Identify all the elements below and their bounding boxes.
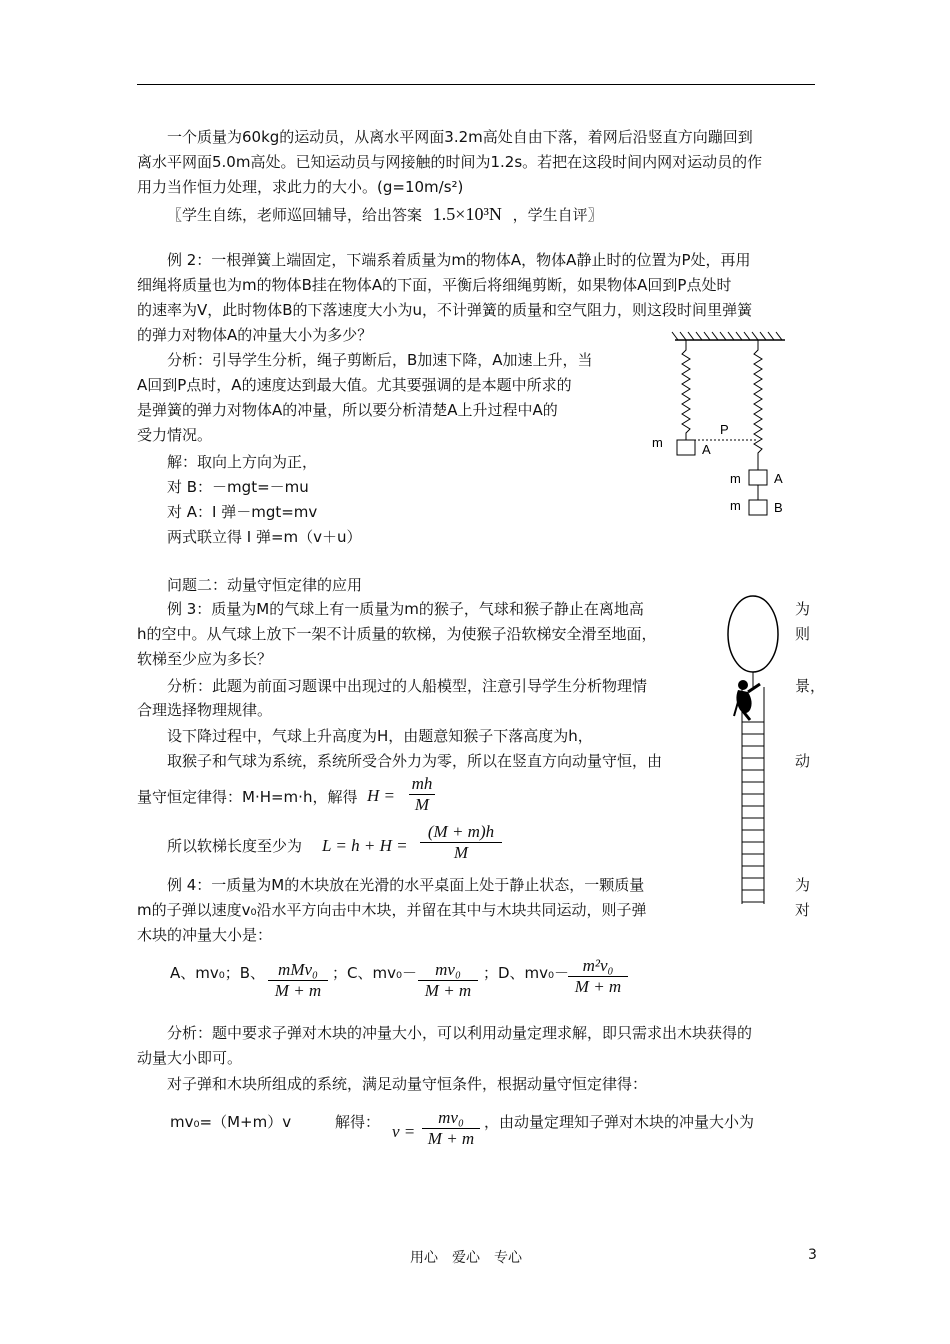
text-line: mv₀=（M+m）v bbox=[170, 1113, 292, 1131]
option-d-fraction bbox=[568, 956, 628, 997]
fraction-denominator: M + m bbox=[422, 1128, 480, 1149]
option-c-fraction bbox=[418, 960, 478, 1001]
spring-diagram bbox=[640, 330, 820, 530]
text-line: 两式联立得 I 弹=m（v＋u） bbox=[167, 528, 362, 546]
label-A: A bbox=[702, 442, 711, 457]
fraction-denominator: M bbox=[420, 842, 502, 863]
text-line: 例 2：一根弹簧上端固定，下端系着质量为m的物体A，物体A静止时的位置为P处，再用 bbox=[167, 251, 751, 269]
text-fragment: 为 bbox=[795, 876, 811, 894]
text-line: 分析：此题为前面习题课中出现过的人船模型，注意引导学生分析物理情 bbox=[167, 677, 648, 695]
header-rule bbox=[137, 84, 815, 85]
fraction-numerator: mh bbox=[411, 774, 433, 793]
label-m: m bbox=[652, 435, 663, 450]
fraction-denominator: M + m bbox=[568, 976, 628, 997]
monkey-icon bbox=[734, 680, 760, 720]
text-line: 受力情况。 bbox=[137, 426, 213, 444]
equation-lhs: H = bbox=[367, 786, 395, 805]
text-line: 量守恒定律得：M·H=m·h，解得 bbox=[137, 788, 358, 806]
balloon-ladder-diagram bbox=[720, 592, 790, 912]
fraction-numerator: mv₀ bbox=[438, 1108, 464, 1127]
answer-formula: 1.5×10³N bbox=[432, 204, 502, 224]
fraction-numerator: (M + m)h bbox=[427, 822, 495, 841]
text-fragment: 对 bbox=[795, 901, 811, 919]
label-m: m bbox=[730, 498, 741, 513]
fraction-denominator: M bbox=[409, 794, 435, 815]
text-line: 分析：引导学生分析，绳子剪断后，B加速下降，A加速上升，当 bbox=[167, 351, 593, 369]
text-line: 细绳将质量也为m的物体B挂在物体A的下面，平衡后将细绳剪断，如果物体A回到P点处时 bbox=[137, 276, 732, 294]
equation-lhs: L = h + H = bbox=[322, 836, 408, 855]
fraction-denominator: M + m bbox=[268, 980, 328, 1001]
text-line: 是弹簧的弹力对物体A的冲量，所以要分析清楚A上升过程中A的 bbox=[137, 401, 558, 419]
text-line bbox=[167, 204, 603, 225]
text-line: 的速率为V，此时物体B的下落速度大小为u，不计弹簧的质量和空气阻力，则这段时间里弹簧 bbox=[137, 301, 753, 319]
text-span: ，学生自评〗 bbox=[512, 206, 603, 224]
option-b-fraction bbox=[268, 960, 328, 1001]
text-line: 解：取向上方向为正， bbox=[167, 453, 318, 471]
text-fragment: 则 bbox=[795, 625, 811, 643]
text-line: 离水平网面5.0m高处。已知运动员与网接触的时间为1.2s。若把在这段时间内网对运动员的作 bbox=[137, 153, 763, 171]
text-fragment: 为 bbox=[795, 600, 811, 618]
text-fragment: 景， bbox=[795, 677, 826, 695]
fraction-denominator: M + m bbox=[418, 980, 478, 1001]
option-text: ；D、mv₀－ bbox=[483, 964, 570, 982]
fraction-numerator: m²v₀ bbox=[582, 956, 614, 975]
section-title: 问题二：动量守恒定律的应用 bbox=[167, 576, 363, 594]
option-text: A、mv₀；B、 bbox=[170, 964, 266, 982]
text-line: 木块的冲量大小是： bbox=[137, 926, 273, 944]
text-line: 所以软梯长度至少为 bbox=[167, 837, 303, 855]
label-m: m bbox=[730, 471, 741, 486]
option-text: ；C、mv₀－ bbox=[332, 964, 417, 982]
equation-lhs: v = bbox=[392, 1122, 416, 1141]
page-footer: 用心 爱心 专心 bbox=[410, 1250, 522, 1266]
label-B: B bbox=[774, 500, 783, 515]
text-fragment: 动 bbox=[795, 752, 811, 770]
text-line: A回到P点时，A的速度达到最大值。尤其要强调的是本题中所求的 bbox=[137, 376, 572, 394]
text-line: 合理选择物理规律。 bbox=[137, 701, 273, 719]
text-line: 软梯至少应为多长？ bbox=[137, 650, 273, 668]
text-line: 取猴子和气球为系统，系统所受合外力为零，所以在竖直方向动量守恒，由 bbox=[167, 752, 663, 770]
text-line: h的空中。从气球上放下一架不计质量的软梯，为使猴子沿软梯安全滑至地面， bbox=[137, 625, 657, 643]
text-line: 动量大小即可。 bbox=[137, 1049, 243, 1067]
text-span: 〖学生自练，老师巡回辅导，给出答案 bbox=[167, 206, 423, 224]
text-line: 例 3：质量为M的气球上有一质量为m的猴子，气球和猴子静止在离地高 bbox=[167, 600, 644, 618]
text-line: 的弹力对物体A的冲量大小为多少？ bbox=[137, 326, 373, 344]
label-P: P bbox=[720, 422, 729, 437]
text-line: 对子弹和木块所组成的系统，满足动量守恒条件，根据动量守恒定律得： bbox=[167, 1075, 648, 1093]
text-line: ，由动量定理知子弹对木块的冲量大小为 bbox=[484, 1113, 755, 1131]
text-line: 分析：题中要求子弹对木块的冲量大小，可以利用动量定理求解，即只需求出木块获得的 bbox=[167, 1024, 753, 1042]
text-line: 例 4：一质量为M的木块放在光滑的水平桌面上处于静止状态，一颗质量 bbox=[167, 876, 645, 894]
text-line: 用力当作恒力处理，求此力的大小。(g=10m/s²) bbox=[137, 178, 464, 196]
fraction-numerator: mv₀ bbox=[435, 960, 461, 979]
page-number: 3 bbox=[808, 1247, 817, 1263]
text-line: 解得： bbox=[335, 1113, 381, 1131]
label-A: A bbox=[774, 471, 783, 486]
fraction-numerator: mMv₀ bbox=[278, 960, 318, 979]
text-line: 对 A：I 弹－mgt=mv bbox=[167, 503, 318, 521]
text-line: 一个质量为60kg的运动员，从离水平网面3.2m高处自由下落，着网后沿竖直方向蹦回到 bbox=[167, 128, 753, 146]
text-line: m的子弹以速度v₀沿水平方向击中木块，并留在其中与木块共同运动，则子弹 bbox=[137, 901, 647, 919]
text-line: 设下降过程中，气球上升高度为H，由题意知猴子下落高度为h， bbox=[167, 727, 593, 745]
text-line: 对 B：－mgt=－mu bbox=[167, 478, 309, 496]
